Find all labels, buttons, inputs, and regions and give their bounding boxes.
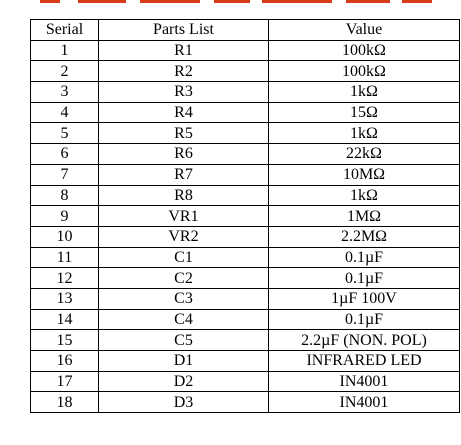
table-row — [31, 206, 460, 227]
table-row — [31, 309, 460, 330]
serial-cell: 15 — [31, 330, 99, 351]
serial-cell: 17 — [31, 371, 99, 392]
serial-cell: 12 — [31, 268, 99, 289]
value-cell: INFRARED LED — [269, 351, 460, 372]
part-cell: R1 — [99, 40, 269, 61]
value-cell: 0.1µF — [269, 309, 460, 330]
table-header-row — [31, 20, 460, 41]
part-cell: D3 — [99, 392, 269, 413]
part-cell: C4 — [99, 309, 269, 330]
part-cell: VR1 — [99, 206, 269, 227]
part-cell: C3 — [99, 288, 269, 309]
value-cell: IN4001 — [269, 371, 460, 392]
table-row — [31, 61, 460, 82]
part-cell: R2 — [99, 61, 269, 82]
part-cell: R8 — [99, 185, 269, 206]
value-cell: 1µF 100V — [269, 288, 460, 309]
serial-cell: 10 — [31, 226, 99, 247]
table-row — [31, 144, 460, 165]
value-cell: 1MΩ — [269, 206, 460, 227]
table-row — [31, 371, 460, 392]
part-cell: R4 — [99, 102, 269, 123]
header-value: Value — [269, 20, 460, 41]
cropped-text-fragment — [214, 0, 250, 3]
cropped-text-fragment — [140, 0, 200, 3]
value-cell: 2.2µF (NON. POL) — [269, 330, 460, 351]
serial-cell: 8 — [31, 185, 99, 206]
part-cell: D2 — [99, 371, 269, 392]
table-row — [31, 185, 460, 206]
serial-cell: 7 — [31, 164, 99, 185]
parts-list-table — [30, 19, 460, 413]
serial-cell: 5 — [31, 123, 99, 144]
table-row — [31, 288, 460, 309]
serial-cell: 2 — [31, 61, 99, 82]
serial-cell: 18 — [31, 392, 99, 413]
table-row — [31, 82, 460, 103]
table-row — [31, 123, 460, 144]
part-cell: C1 — [99, 247, 269, 268]
part-cell: C2 — [99, 268, 269, 289]
value-cell: 1kΩ — [269, 82, 460, 103]
serial-cell: 16 — [31, 351, 99, 372]
table-row — [31, 392, 460, 413]
value-cell: 100kΩ — [269, 40, 460, 61]
table-row — [31, 164, 460, 185]
value-cell: 1kΩ — [269, 123, 460, 144]
part-cell: R3 — [99, 82, 269, 103]
value-cell: 1kΩ — [269, 185, 460, 206]
serial-cell: 6 — [31, 144, 99, 165]
cropped-text-fragment — [40, 0, 60, 3]
serial-cell: 1 — [31, 40, 99, 61]
part-cell: R5 — [99, 123, 269, 144]
serial-cell: 9 — [31, 206, 99, 227]
value-cell: IN4001 — [269, 392, 460, 413]
value-cell: 0.1µF — [269, 268, 460, 289]
part-cell: D1 — [99, 351, 269, 372]
cropped-text-fragment — [402, 0, 432, 3]
value-cell: 10MΩ — [269, 164, 460, 185]
serial-cell: 3 — [31, 82, 99, 103]
cropped-text-strip — [0, 0, 461, 10]
serial-cell: 4 — [31, 102, 99, 123]
header-parts-list: Parts List — [99, 20, 269, 41]
value-cell: 15Ω — [269, 102, 460, 123]
value-cell: 2.2MΩ — [269, 226, 460, 247]
part-cell: C5 — [99, 330, 269, 351]
value-cell: 22kΩ — [269, 144, 460, 165]
serial-cell: 14 — [31, 309, 99, 330]
serial-cell: 13 — [31, 288, 99, 309]
serial-cell: 11 — [31, 247, 99, 268]
table-row — [31, 247, 460, 268]
header-serial: Serial — [31, 20, 99, 41]
table-row — [31, 40, 460, 61]
table-row — [31, 330, 460, 351]
part-cell: R7 — [99, 164, 269, 185]
table-row — [31, 268, 460, 289]
cropped-text-fragment — [262, 0, 332, 3]
value-cell: 100kΩ — [269, 61, 460, 82]
table-row — [31, 102, 460, 123]
table-row — [31, 226, 460, 247]
cropped-text-fragment — [346, 0, 390, 3]
table-row — [31, 351, 460, 372]
value-cell: 0.1µF — [269, 247, 460, 268]
part-cell: VR2 — [99, 226, 269, 247]
part-cell: R6 — [99, 144, 269, 165]
cropped-text-fragment — [78, 0, 126, 3]
